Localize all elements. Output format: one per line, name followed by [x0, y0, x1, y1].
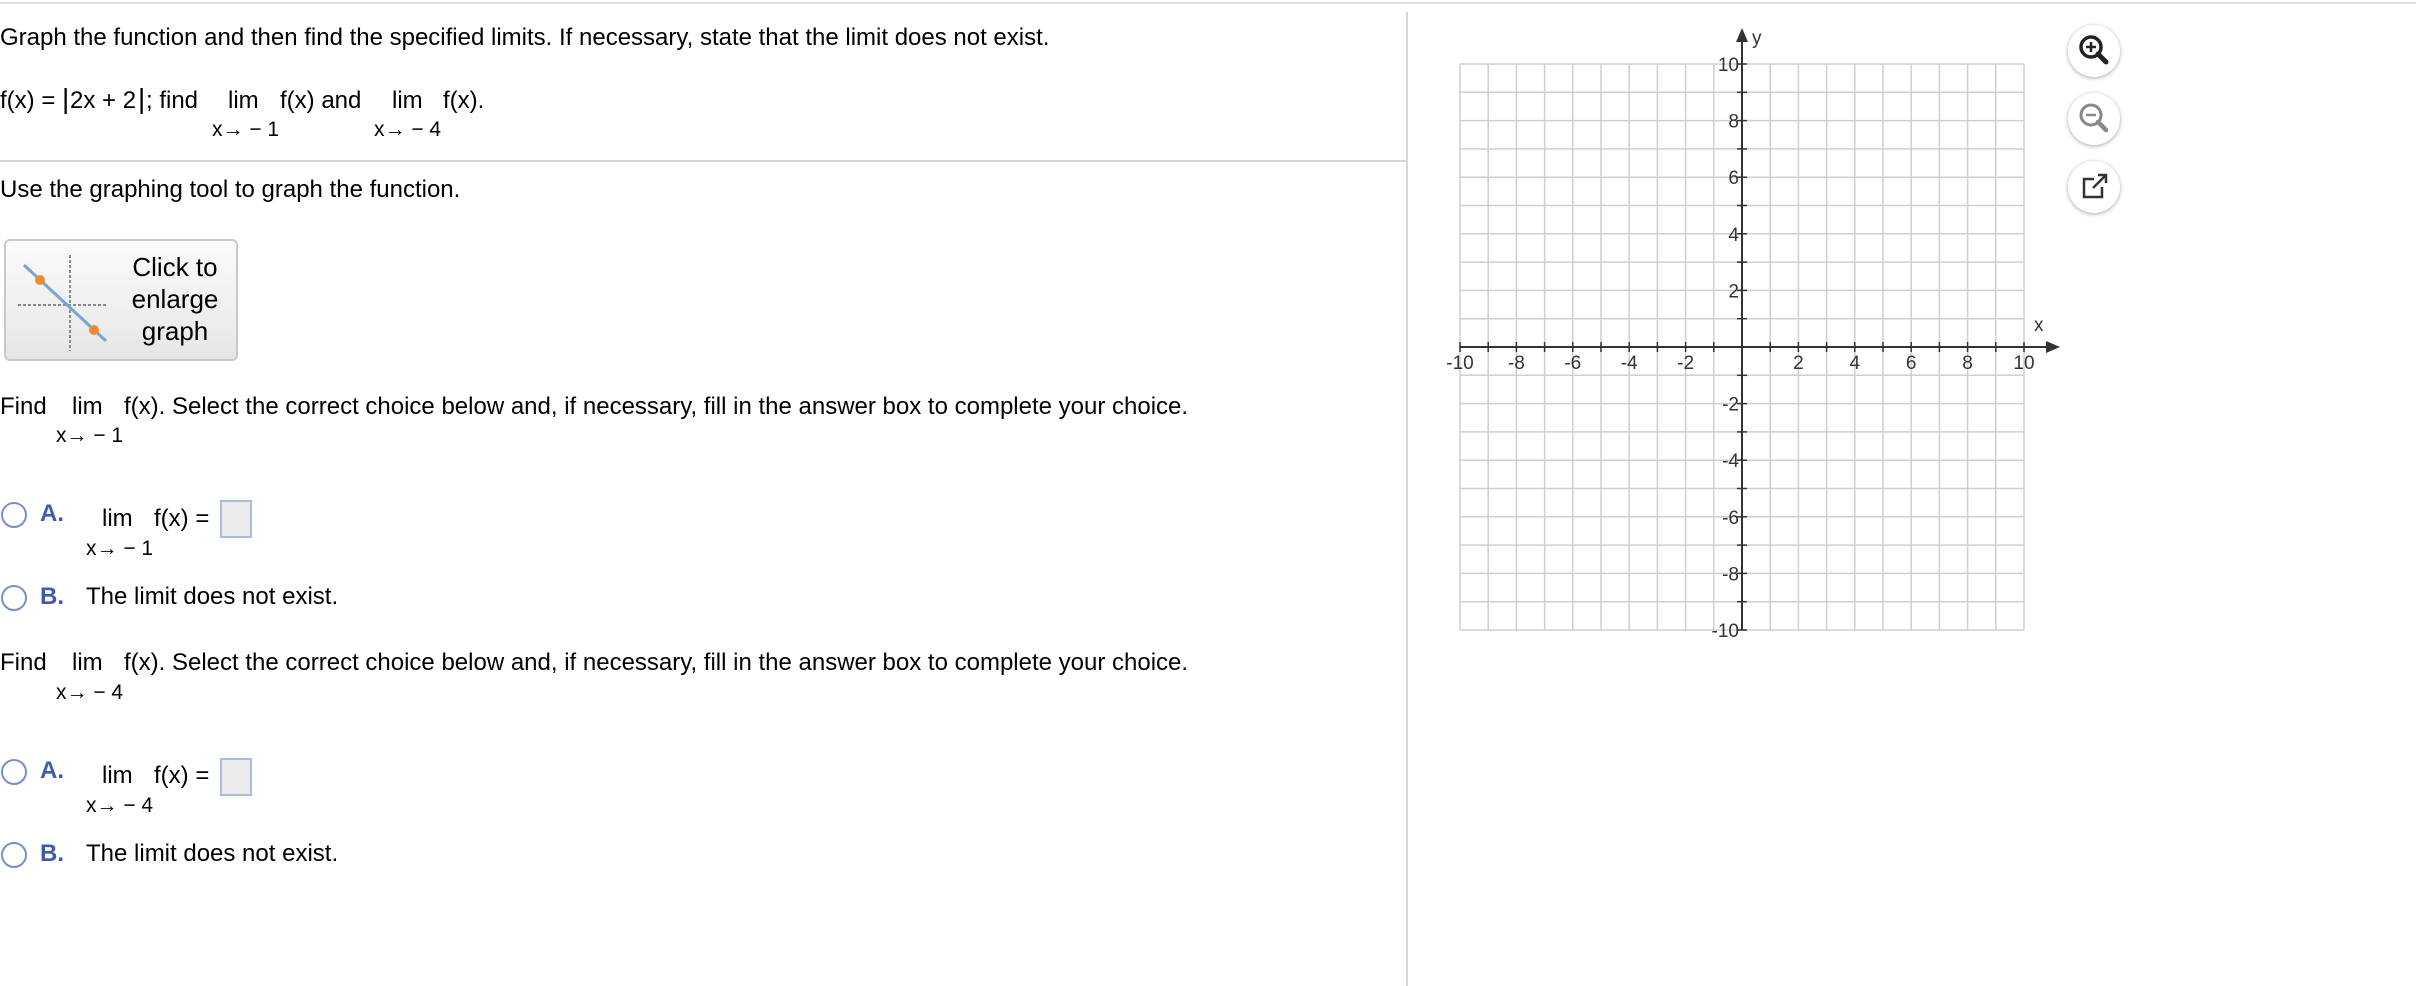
x-tick-label: 6 [1905, 353, 1917, 374]
part-2-choice-a-subscript: x→ − 4 [86, 794, 154, 817]
graphing-area[interactable] [1440, 20, 2080, 650]
x-tick-label: 10 [2013, 353, 2035, 374]
part-2-choice-a-radio[interactable] [1, 759, 27, 785]
find-word: ; find [146, 87, 199, 114]
part-2-choice-a-fx: f(x) = [154, 762, 210, 789]
x-axis-label: x [2034, 315, 2044, 336]
zoom-in-icon [2068, 25, 2120, 77]
question-divider [0, 160, 1406, 162]
part-1-subscript: x→ − 1 [56, 424, 124, 447]
abs-bar-right: | [138, 83, 146, 114]
part-2-answer-box[interactable] [220, 758, 252, 796]
enlarge-graph-label: Click to enlarge graph [131, 252, 219, 346]
part-1-find: Find [0, 393, 47, 420]
function-lhs: f(x) = [0, 87, 56, 114]
enlarge-graph-button[interactable] [4, 239, 238, 361]
zoom-out-icon [2068, 93, 2120, 145]
part-2-choice-a-letter: A. [40, 757, 64, 784]
part-1-choice-a-radio[interactable] [1, 502, 27, 528]
instruction-text: Graph the function and then find the specified limits. If necessary, state that the limit does not exist. [0, 24, 1050, 51]
part-1-choice-b-radio[interactable] [1, 585, 27, 611]
y-tick-label: 4 [1728, 224, 1739, 246]
part-2-find: Find [0, 649, 47, 676]
lim-2-fx: f(x). [443, 87, 485, 114]
popout-button[interactable] [2068, 161, 2120, 213]
part-1-choice-a-subscript: x→ − 1 [86, 537, 154, 560]
graph-tick-labels [1446, 55, 2034, 642]
y-tick-label: -6 [1722, 507, 1739, 529]
x-tick-label: -10 [1446, 353, 1474, 374]
x-tick-label: -6 [1564, 353, 1582, 374]
part-1-lim: lim [72, 393, 103, 420]
part-2-choice-b-radio[interactable] [1, 842, 27, 868]
y-tick-label: -4 [1722, 451, 1739, 473]
x-tick-label: -2 [1677, 353, 1695, 374]
vertical-divider [1406, 12, 1408, 986]
lim-2-label: lim [392, 87, 423, 114]
y-tick-label: -10 [1711, 621, 1739, 642]
lim-1-label: lim [228, 87, 259, 114]
lim-1-subscript: x→ − 1 [212, 118, 280, 141]
y-axis-label: y [1752, 28, 1762, 49]
part-2-choice-b-letter: B. [40, 840, 64, 867]
graph-axes [1460, 28, 2060, 630]
x-tick-label: -4 [1620, 353, 1638, 374]
part-2-choice-b-text: The limit does not exist. [86, 840, 339, 867]
graph-thumbnail-icon [10, 243, 110, 359]
x-tick-label: 8 [1962, 353, 1973, 374]
part-1-choice-a-lim: lim [102, 505, 133, 532]
y-tick-label: 10 [1717, 55, 1739, 76]
part-1-choice-a-fx: f(x) = [154, 505, 210, 532]
graph-tool-prompt: Use the graphing tool to graph the function. [0, 176, 461, 203]
y-tick-label: -8 [1722, 564, 1739, 586]
x-tick-label: 2 [1793, 353, 1804, 374]
part-2-text: f(x). Select the correct choice below and, if necessary, fill in the answer box to complete your choice. [124, 649, 1189, 676]
lim-2-subscript: x→ − 4 [374, 118, 442, 141]
y-tick-label: 6 [1728, 168, 1739, 190]
part-1-answer-box[interactable] [220, 500, 252, 538]
popout-icon [2068, 161, 2120, 213]
y-axis-arrow [1736, 28, 1748, 42]
abs-expression: 2x + 2 [70, 87, 137, 114]
x-tick-label: -8 [1507, 353, 1525, 374]
zoom-out-button[interactable] [2068, 93, 2120, 145]
zoom-in-button[interactable] [2068, 25, 2120, 77]
x-axis-arrow [2046, 341, 2060, 353]
y-tick-label: -2 [1722, 394, 1739, 416]
part-1-choice-b-text: The limit does not exist. [86, 583, 339, 610]
part-1-choice-b-letter: B. [40, 583, 64, 610]
y-tick-label: 8 [1728, 111, 1739, 133]
part-2-choice-a-lim: lim [102, 762, 133, 789]
part-1-text: f(x). Select the correct choice below and, if necessary, fill in the answer box to complete your choice. [124, 393, 1189, 420]
part-2-subscript: x→ − 4 [56, 681, 124, 704]
y-tick-label: 2 [1728, 281, 1739, 303]
top-border [0, 2, 2416, 4]
lim-1-fx: f(x) and [280, 87, 362, 114]
x-tick-label: 4 [1849, 353, 1861, 374]
part-2-lim: lim [72, 649, 103, 676]
part-1-choice-a-letter: A. [40, 500, 64, 527]
abs-bar-left: | [62, 83, 70, 114]
